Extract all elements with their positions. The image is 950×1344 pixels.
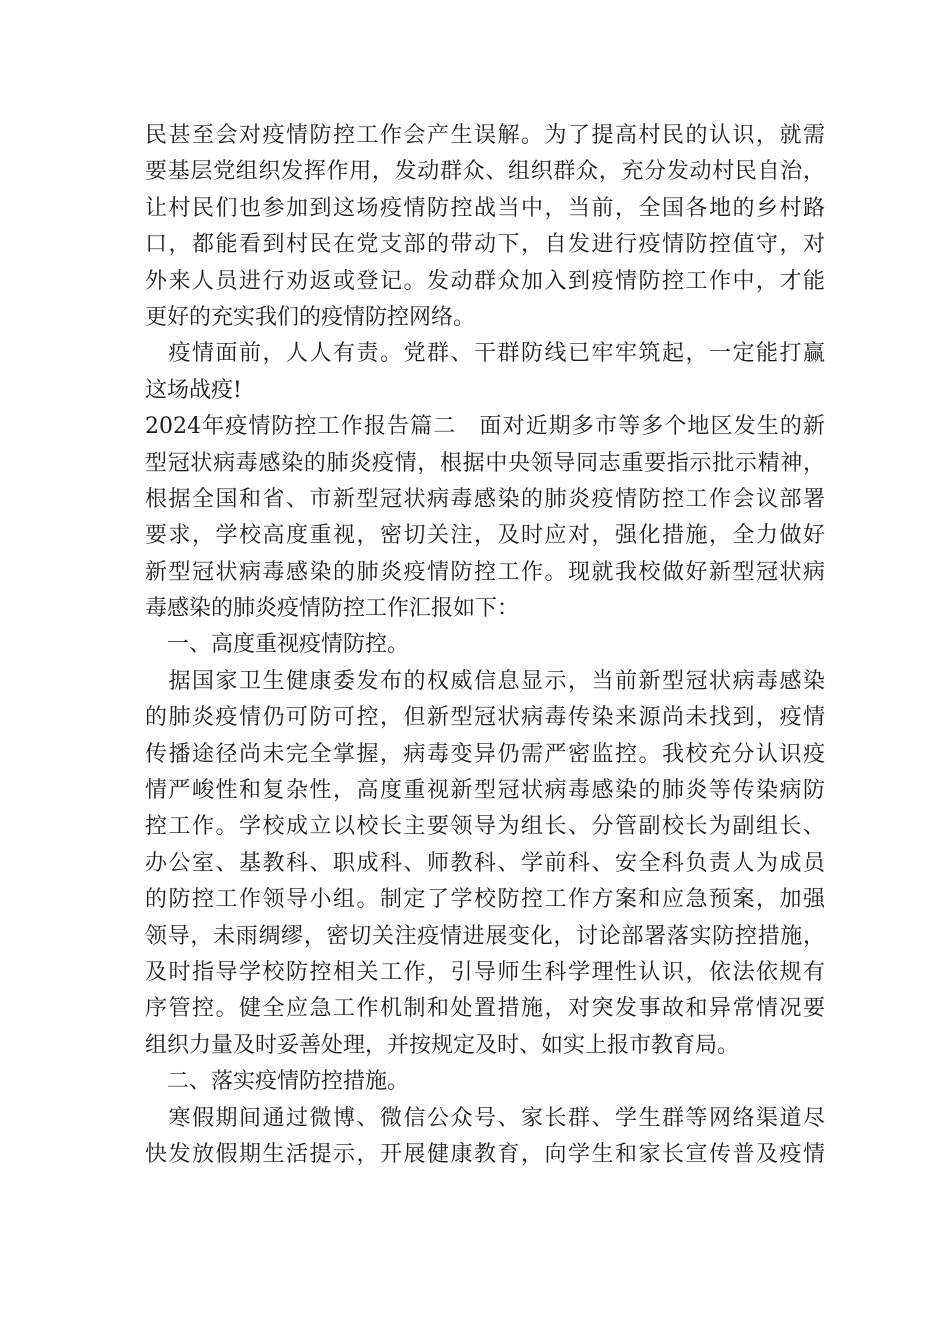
text-line: 及时指导学校防控相关工作，引导师生科学理性认识，依法依规有	[145, 959, 825, 985]
text-line: 毒感染的肺炎疫情防控工作汇报如下：	[145, 596, 520, 622]
subheading-line: 二、落实疫情防控措施。	[145, 1069, 410, 1095]
text-line: 更好的充实我们的疫情防控网络。	[145, 304, 476, 330]
text-line: 根据全国和省、市新型冠状病毒感染的肺炎疫情防控工作会议部署	[145, 486, 825, 512]
text-line: 这场战疫!	[145, 377, 242, 403]
text-line: 外来人员进行劝返或登记。发动群众加入到疫情防控工作中，才能	[145, 268, 825, 294]
document-body	[145, 118, 825, 1173]
text-line: 据国家卫生健康委发布的权威信息显示，当前新型冠状病毒感染	[145, 668, 825, 694]
text-line: 的肺炎疫情仍可防可控，但新型冠状病毒传染来源尚未找到，疫情	[145, 705, 825, 731]
text-line: 口，都能看到村民在党支部的带动下，自发进行疫情防控值守，对	[145, 232, 825, 258]
text-line: 疫情面前，人人有责。党群、干群防线已牢牢筑起，一定能打赢	[145, 341, 825, 367]
text-line: 传播途径尚未完全掌握，病毒变异仍需严密监控。我校充分认识疫	[145, 741, 825, 767]
text-line: 控工作。学校成立以校长主要领导为组长、分管副校长为副组长、	[145, 814, 825, 840]
text-line: 组织力量及时妥善处理，并按规定及时、如实上报市教育局。	[145, 1032, 740, 1058]
text-line: 民甚至会对疫情防控工作会产生误解。为了提高村民的认识，就需	[145, 123, 825, 148]
text-line: 要基层党组织发挥作用，发动群众、组织群众，充分发动村民自治，	[145, 159, 825, 185]
text-line: 快发放假期生活提示，开展健康教育，向学生和家长宣传普及疫情	[145, 1141, 825, 1167]
section-heading-line: 2024年疫情防控工作报告篇二 面对近期多市等多个地区发生的新	[145, 414, 825, 440]
subheading-line: 一、高度重视疫情防控。	[145, 632, 410, 658]
text-line: 办公室、基教科、职成科、师教科、学前科、安全科负责人为成员	[145, 850, 825, 876]
text-line: 新型冠状病毒感染的肺炎疫情防控工作。现就我校做好新型冠状病	[145, 559, 825, 585]
text-line: 的防控工作领导小组。制定了学校防控工作方案和应急预案，加强	[145, 887, 825, 913]
text-line: 让村民们也参加到这场疫情防控战当中，当前，全国各地的乡村路	[145, 195, 825, 221]
text-line: 情严峻性和复杂性，高度重视新型冠状病毒感染的肺炎等传染病防	[145, 778, 825, 804]
text-line: 型冠状病毒感染的肺炎疫情，根据中央领导同志重要指示批示精神，	[145, 450, 825, 476]
text-line: 序管控。健全应急工作机制和处置措施，对突发事故和异常情况要	[145, 996, 825, 1022]
text-line: 寒假期间通过微博、微信公众号、家长群、学生群等网络渠道尽	[145, 1105, 825, 1131]
text-line: 领导，未雨绸缪，密切关注疫情进展变化，讨论部署落实防控措施，	[145, 923, 825, 949]
text-line: 要求，学校高度重视，密切关注，及时应对，强化措施，全力做好	[145, 523, 825, 549]
